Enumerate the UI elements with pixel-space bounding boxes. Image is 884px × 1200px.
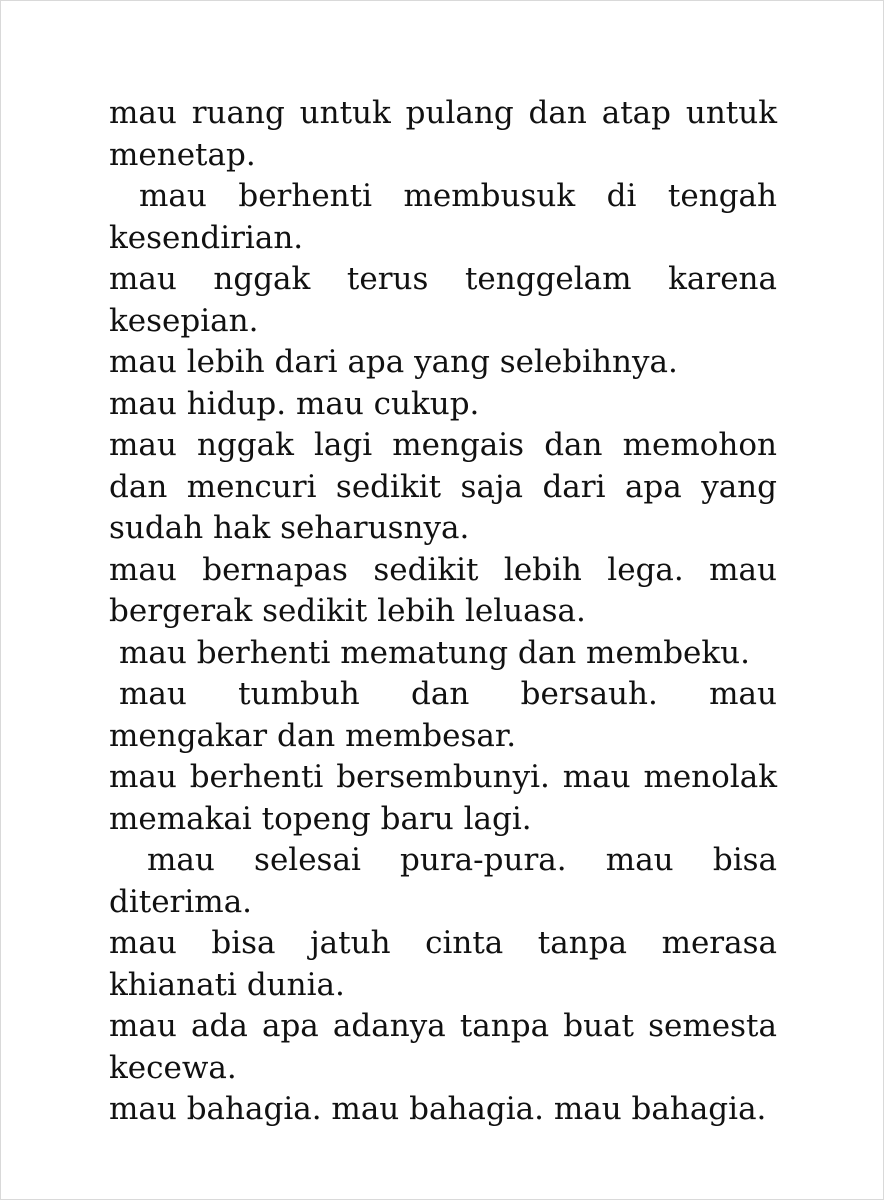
poem-line: mau bahagia. mau bahagia. mau bahagia.: [109, 1091, 767, 1127]
poem-line: mau nggak terus tenggelam karena kesepian.: [109, 261, 777, 339]
poem-line: mau lebih dari apa yang selebihnya.: [109, 344, 678, 380]
poem-line: mau selesai pura-pura. mau bisa diterima.: [109, 842, 777, 920]
poem-line: mau bisa jatuh cinta tanpa merasa khianati dunia.: [109, 925, 777, 1003]
poem-line: mau ruang untuk pulang dan atap untuk menetap.: [109, 95, 777, 173]
poem-line: mau tumbuh dan bersauh. mau mengakar dan membesar.: [109, 676, 777, 754]
poem-line: mau bernapas sedikit lebih lega. mau bergerak sedikit lebih leluasa.: [109, 551, 777, 629]
poem-line: mau ada apa adanya tanpa buat semesta kecewa.: [109, 1008, 777, 1086]
poem-body: [109, 93, 777, 1131]
poem-line: mau berhenti membusuk di tengah kesendirian.: [109, 178, 777, 256]
poem-line: mau berhenti bersembunyi. mau menolak memakai topeng baru lagi.: [109, 759, 777, 837]
poem-line: mau hidup. mau cukup.: [109, 385, 480, 422]
poem-line: mau berhenti mematung dan membeku.: [119, 634, 750, 671]
poem-line: mau nggak lagi mengais dan memohon dan mencuri sedikit saja dari apa yang sudah hak seharusnya.: [109, 427, 777, 546]
